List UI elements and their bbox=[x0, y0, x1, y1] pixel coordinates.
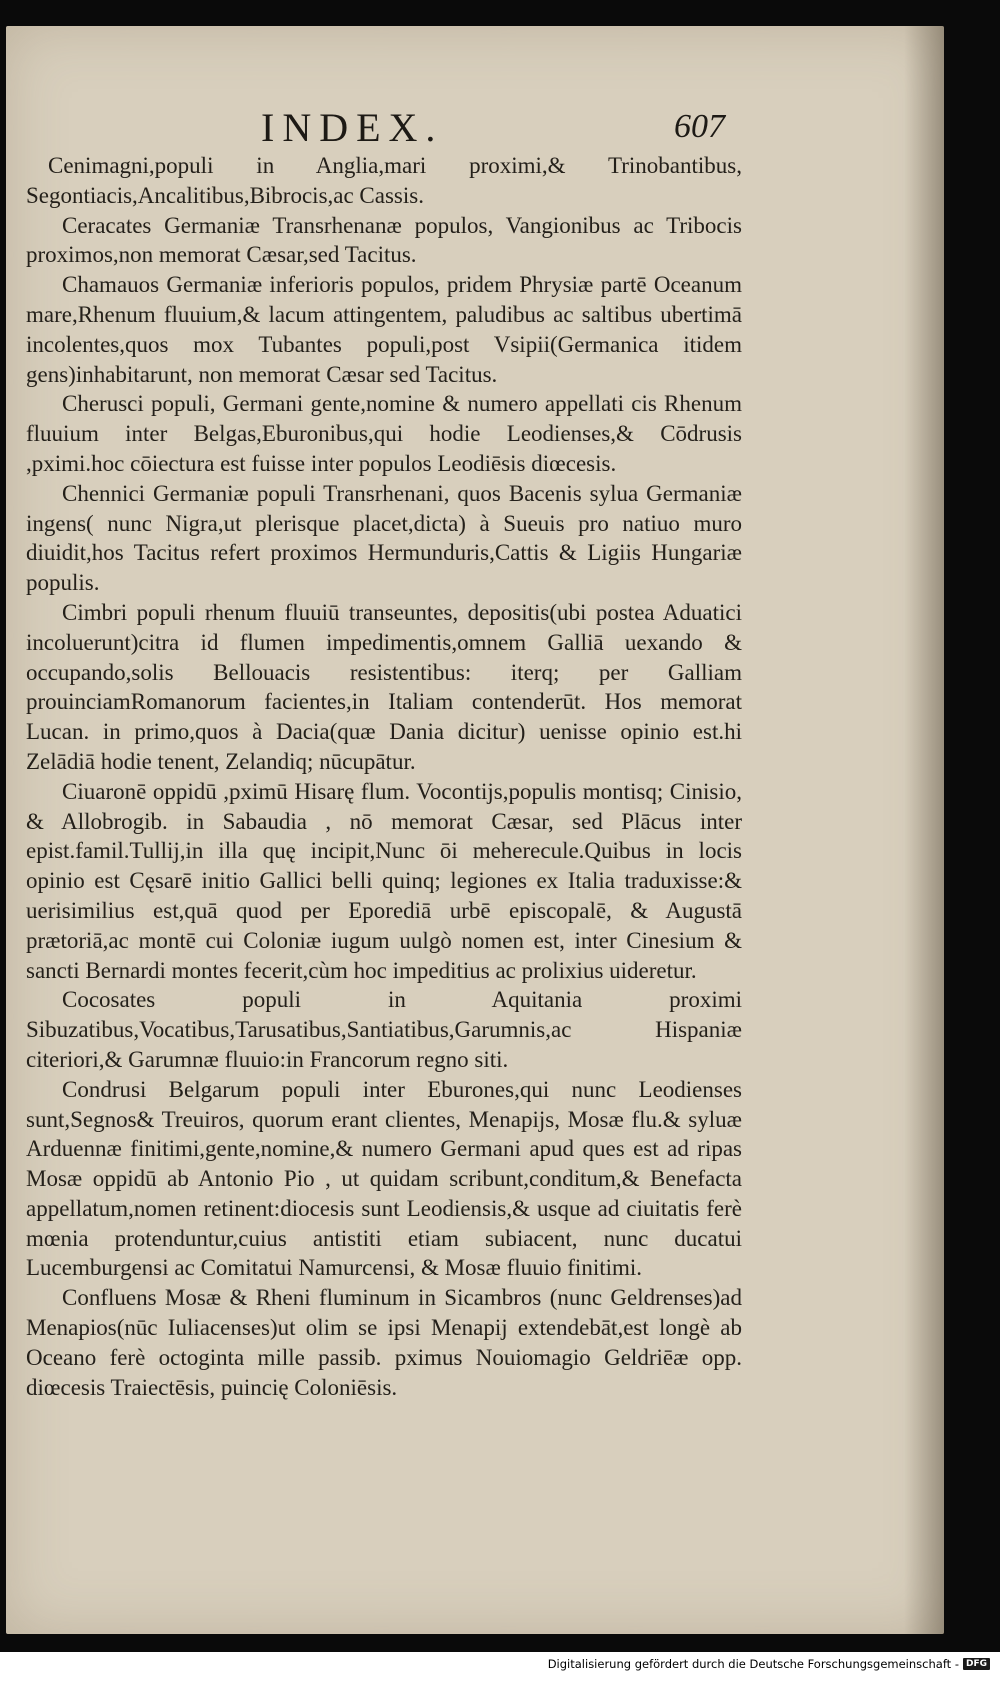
index-heading: INDEX. bbox=[261, 105, 444, 150]
credit-text: Digitalisierung gefördert durch die Deutsche Forschungsgemeinschaft - bbox=[547, 1657, 959, 1671]
index-entries bbox=[26, 151, 742, 1402]
book-page bbox=[6, 26, 944, 1634]
page-number: 607 bbox=[674, 108, 725, 145]
index-entry-chennici: Chennici Germaniæ populi Transrhenani, quos Bacenis sylua Germaniæ ingens( nunc Nigra,ut plerisque placet,dicta) à Sueuis pro natiuo muro diuidit,hos Tacitus refert proximos Hermunduris,Cattis & Ligiis Hungariæ populis. bbox=[26, 480, 742, 596]
running-head bbox=[6, 86, 944, 150]
index-entry-cocosates: Cocosates populi in Aquitania proximi Sibuzatibus,Vocatibus,Tarusatibus,Santiatibus,Garumnis,ac Hispaniæ citeriori,& Garumnæ fluuio:in Francorum regno siti. bbox=[26, 987, 742, 1072]
page-gutter-shadow bbox=[904, 26, 944, 1634]
index-entry-ciuarone: Ciuaronē oppidū ,pximū Hisarę flum. Vocontijs,populis montisq; Cinisio, & Allobrogib. in Sabaudia , nō memorat Cæsar, sed Plācus inter epist.famil.Tullij,in illa quę incipit,Nunc ōi meherecule.Quibus in locis opinio est Cęsarē initio Gallici belli quinq; legiones ex Italia traduxisse:& uerisimilius est,quā quod per Eporediā urbē episcopalē, & Augustā prætoriā,ac montē cui Coloniæ iugum uulgò nomen est, inter Cinesium & sancti Bernardi montes fecerit,cùm hoc impeditius ac prolixius uideretur. bbox=[26, 778, 742, 983]
index-entry-chamauos: Chamauos Germaniæ inferioris populos, pridem Phrysiæ partē Oceanum mare,Rhenum fluuium,& lacum attingentem, paludibus ac saltibus ubertimā incolentes,quos mox Tubantes populi,post Vsipii(Germanica itidem gens)inhabitarunt, non memorat Cæsar sed Tacitus. bbox=[26, 272, 742, 387]
index-entry-condrusi: Condrusi Belgarum populi inter Eburones,qui nunc Leodienses sunt,Segnos& Treuiros, quorum erant clientes, Menapijs, Mosæ flu.& syluæ Arduennæ finitimi,gente,nomine,& numero Germani apud ques est ad ripas Mosæ oppidū ab Antonio Pio , ut quidam scribunt,conditum,& Benefacta appellatum,nomen retinent:diocesis sunt Leodiensis,& usque ad ciuitatis ferè mœnia protenduntur,cuius antistiti etiam subiacent, nunc ducatui Lucemburgensi ac Comitatui Namurcensi, & Mosæ fluuio finitimi. bbox=[26, 1076, 742, 1281]
index-entry-ceracates: Ceracates Germaniæ Transrhenanæ populos, Vangionibus ac Tribocis proximos,non memorat Cæsar,sed Tacitus. bbox=[26, 212, 742, 268]
dfg-logo: DFG bbox=[963, 1658, 990, 1670]
digitization-credit bbox=[548, 1657, 990, 1671]
index-entry-cimbri: Cimbri populi rhenum fluuiū transeuntes, depositis(ubi postea Aduatici incoluerunt)citra id flumen impedimentis,omnem Galliā uexando & occupando,solis Bellouacis resistentibus: iterq; per Galliam prouinciamRomanorum facientes,in Italiam contenderūt. Hos memorat Lucan. in primo,quos à Dacia(quæ Dania dicitur) uenisse opinio est.hi Zelādiā hodie tenent, Zelandiq; nūcupātur. bbox=[26, 599, 742, 774]
index-entry-cenimagni: Cenimagni,populi in Anglia,mari proximi,& Trinobantibus, Segontiacis,Ancalitibus,Bibrocis,ac Cassis. bbox=[26, 153, 742, 208]
index-entry-confluens: Confluens Mosæ & Rheni fluminum in Sicambros (nunc Geldrenses)ad Menapios(nūc Iuliacenses)ut olim se ipsi Menapij extendebāt,est longè ab Oceano ferè octoginta mille passib. pximus Nouiomagio Geldriēæ opp. diœcesis Traiectēsis, puincię Coloniēsis. bbox=[26, 1285, 742, 1400]
index-entry-cherusci: Cherusci populi, Germani gente,nomine & numero appellati cis Rhenum fluuium inter Belgas,Eburonibus,qui hodie Leodienses,& Cōdrusis ,pximi.hoc cōiectura est fuisse inter populos Leodiēsis diœcesis. bbox=[26, 391, 742, 476]
